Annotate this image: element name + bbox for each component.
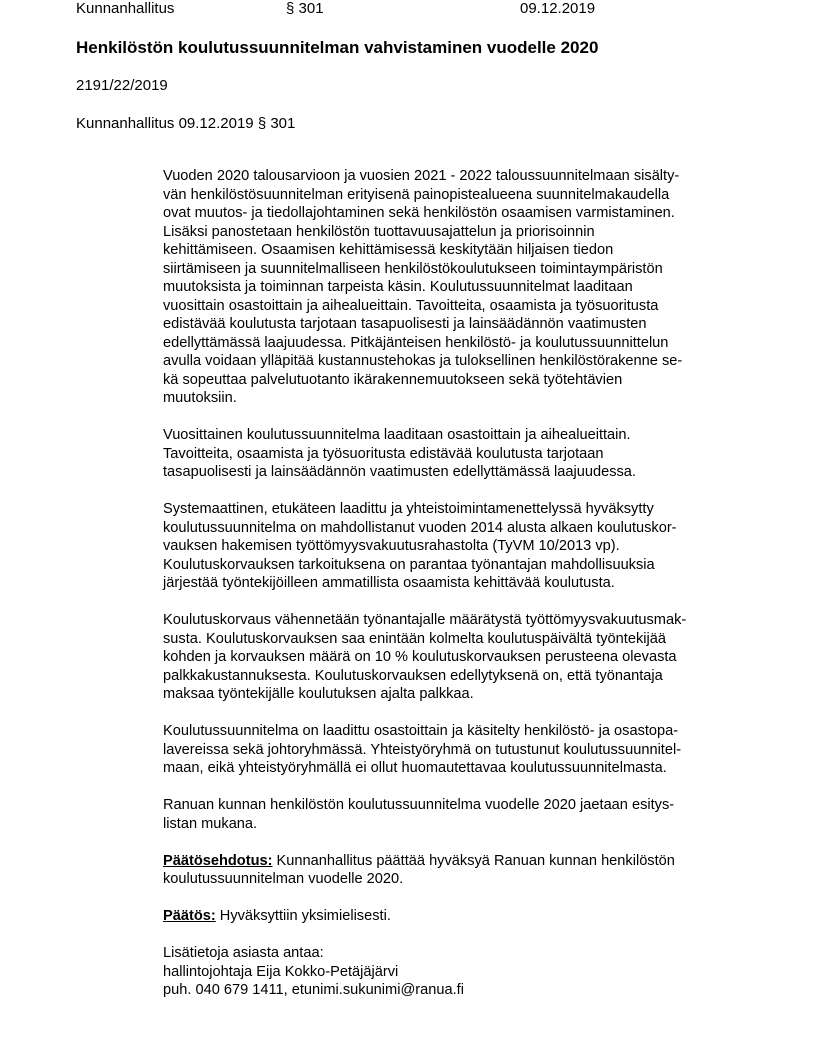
document-body bbox=[163, 167, 763, 1018]
contact-person: hallintojohtaja Eija Kokko-Petäjäjärvi bbox=[163, 963, 399, 980]
decision-text: Hyväksyttiin yksimielisesti. bbox=[215, 908, 391, 924]
text-line: palkkakustannuksesta. Koulutuskorvauksen edellytyksenä on, että työnantaja bbox=[163, 667, 663, 684]
text-line: Ranuan kunnan henkilöstön koulutussuunnitelma vuodelle 2020 jaetaan esitys- bbox=[163, 797, 675, 813]
meeting-reference: Kunnanhallitus 09.12.2019 § 301 bbox=[76, 115, 296, 132]
record-number: 2191/22/2019 bbox=[76, 77, 168, 94]
text-line: kohden ja korvauksen määrä on 10 % koulutuskorvauksen perusteena olevasta bbox=[163, 649, 677, 665]
text-line: edistävää koulutusta tarjotaan tasapuolisesti ja lainsäädännön vaatimusten bbox=[163, 316, 647, 332]
text-line: Tavoitteita, osaamista ja työsuoritusta edistävää koulutusta tarjotaan bbox=[163, 445, 604, 462]
text-line: listan mukana. bbox=[163, 815, 258, 832]
decision bbox=[163, 907, 763, 926]
contact-intro: Lisätietoja asiasta antaa: bbox=[163, 945, 324, 961]
text-line: susta. Koulutuskorvauksen saa enintään kolmelta koulutuspäivältä työntekijää bbox=[163, 630, 666, 647]
text-line: kä sopeuttaa palvelutuotanto ikärakennemuutokseen sekä työtehtävien bbox=[163, 371, 623, 388]
proposal-text: Kunnanhallitus päättää hyväksyä Ranuan kunnan henkilöstön bbox=[272, 852, 675, 869]
proposal-text: koulutussuunnitelman vuodelle 2020. bbox=[163, 871, 404, 887]
contact-info bbox=[163, 944, 763, 1000]
contact-phone-email: puh. 040 679 1411, etunimi.sukunimi@ranua.fi bbox=[163, 982, 464, 998]
text-line: Koulutuskorvaus vähennetään työnantajalle määrätystä työttömyysvakuutusmak- bbox=[163, 612, 687, 628]
text-line: edellyttämässä laajuudessa. Pitkäjänteisen henkilöstö- ja koulutussuunnittelun bbox=[163, 334, 669, 351]
text-line: Koulutussuunnitelma on laadittu osastoittain ja käsitelty henkilöstö- ja osastopa- bbox=[163, 723, 679, 739]
text-line: vän henkilöstösuunnitelman erityisenä painopistealueena suunnitelmakaudella bbox=[163, 186, 670, 203]
decision-label: Päätös: bbox=[163, 908, 216, 924]
text-line: ovat muutos- ja tiedollajohtaminen sekä henkilöstön osaamisen varmistaminen. bbox=[163, 205, 675, 221]
header-section: § 301 bbox=[286, 0, 324, 17]
text-line: Lisäksi panostetaan henkilöstön tuottavuusajattelun ja priorisoinnin bbox=[163, 223, 595, 240]
text-line: Koulutuskorvauksen tarkoituksena on parantaa työnantajan mahdollisuuksia bbox=[163, 556, 655, 573]
proposal-label: Päätösehdotus: bbox=[163, 852, 273, 869]
text-line: lavereissa sekä johtoryhmässä. Yhteistyöryhmä on tutustunut koulutussuunnitel- bbox=[163, 741, 682, 758]
text-line: muutoksiin. bbox=[163, 390, 237, 406]
text-line: vauksen hakemisen työttömyysvakuutusrahastolta (TyVM 10/2013 vp). bbox=[163, 538, 620, 554]
text-line: kehittämiseen. Osaamisen kehittämisessä keskitytään hiljaisen tiedon bbox=[163, 242, 614, 258]
paragraph-6 bbox=[163, 796, 763, 833]
document-title: Henkilöstön koulutussuunnitelman vahvistaminen vuodelle 2020 bbox=[76, 38, 599, 57]
paragraph-4 bbox=[163, 611, 763, 704]
text-line: muutoksista ja toiminnan tarpeista käsin. Koulutussuunnitelmat laaditaan bbox=[163, 279, 633, 295]
text-line: maan, eikä yhteistyöryhmällä ei ollut huomautettavaa koulutussuunnitelmasta. bbox=[163, 760, 667, 776]
text-line: siirtämiseen ja suunnitelmalliseen henkilöstökoulutukseen toimintaympäristön bbox=[163, 260, 663, 277]
paragraph-5 bbox=[163, 722, 763, 778]
paragraph-2 bbox=[163, 426, 763, 482]
text-line: Vuoden 2020 talousarvioon ja vuosien 2021 - 2022 taloussuunnitelmaan sisälty- bbox=[163, 168, 680, 184]
text-line: Vuosittainen koulutussuunnitelma laaditaan osastoittain ja aihealueittain. bbox=[163, 427, 631, 443]
text-line: tasapuolisesti ja lainsäädännön vaatimusten edellyttämässä laajuudessa. bbox=[163, 464, 636, 480]
decision-proposal bbox=[163, 852, 763, 889]
text-line: koulutussuunnitelma on mahdollistanut vuoden 2014 alusta alkaen koulutuskor- bbox=[163, 519, 677, 536]
header-date: 09.12.2019 bbox=[520, 0, 596, 17]
paragraph-1 bbox=[163, 167, 763, 408]
text-line: vuosittain osastoittain ja aihealueittain. Tavoitteita, osaamista ja työsuoritusta bbox=[163, 297, 659, 314]
text-line: järjestää työntekijöilleen ammatillista osaamista kehittävää koulutusta. bbox=[163, 575, 615, 591]
header-body: Kunnanhallitus bbox=[76, 0, 175, 17]
text-line: Systemaattinen, etukäteen laadittu ja yhteistoimintamenettelyssä hyväksytty bbox=[163, 501, 654, 517]
paragraph-3 bbox=[163, 500, 763, 593]
text-line: maksaa työntekijälle koulutuksen ajalta palkkaa. bbox=[163, 686, 474, 702]
text-line: avulla voidaan ylläpitää kustannustehokas ja tuloksellinen henkilöstörakenne se- bbox=[163, 353, 683, 369]
